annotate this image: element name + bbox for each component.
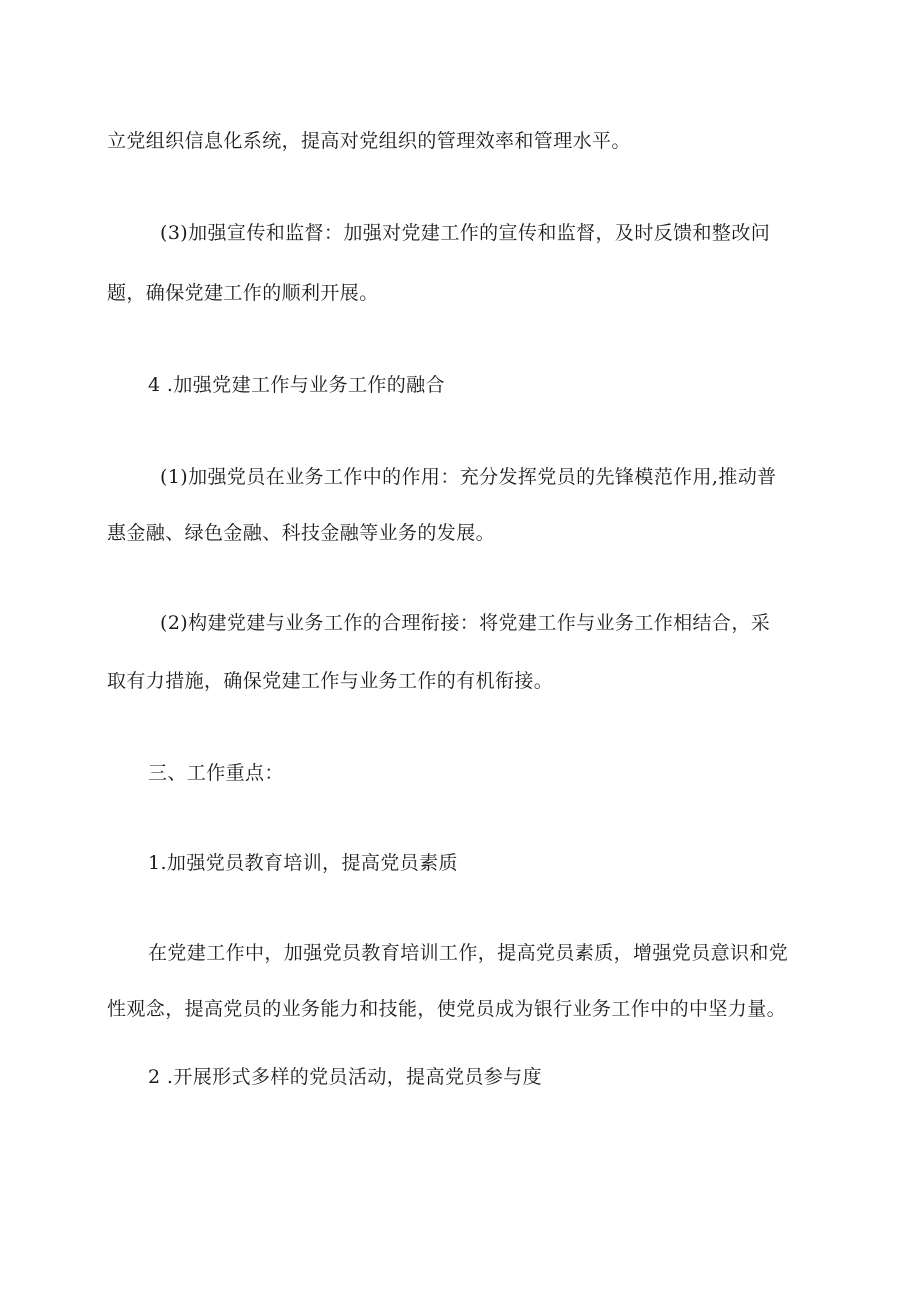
paragraph-line: 惠金融、绿色金融、科技金融等业务的发展。 — [107, 522, 496, 544]
paragraph-line: (3)加强宣传和监督：加强对党建工作的宣传和监督，及时反馈和整改问 — [160, 222, 771, 244]
chapter-heading: 三、工作重点： — [148, 762, 284, 784]
paragraph-line: 在党建工作中，加强党员教育培训工作，提高党员素质，增强党员意识和党 — [148, 942, 789, 964]
paragraph-line: (1)加强党员在业务工作中的作用：充分发挥党员的先锋模范作用,推动普 — [160, 466, 777, 488]
paragraph-line: 取有力措施，确保党建工作与业务工作的有机衔接。 — [107, 670, 554, 692]
paragraph-line: 立党组织信息化系统，提高对党组织的管理效率和管理水平。 — [107, 130, 631, 152]
paragraph-line: 题，确保党建工作的顺利开展。 — [107, 282, 379, 304]
section-heading: 1.加强党员教育培训，提高党员素质 — [148, 852, 458, 874]
section-heading: 2 .开展形式多样的党员活动，提高党员参与度 — [148, 1066, 542, 1088]
section-heading: 4 .加强党建工作与业务工作的融合 — [148, 374, 445, 396]
paragraph-line: 性观念，提高党员的业务能力和技能，使党员成为银行业务工作中的中坚力量。 — [107, 998, 787, 1020]
paragraph-line: (2)构建党建与业务工作的合理衔接：将党建工作与业务工作相结合，采 — [160, 612, 771, 634]
